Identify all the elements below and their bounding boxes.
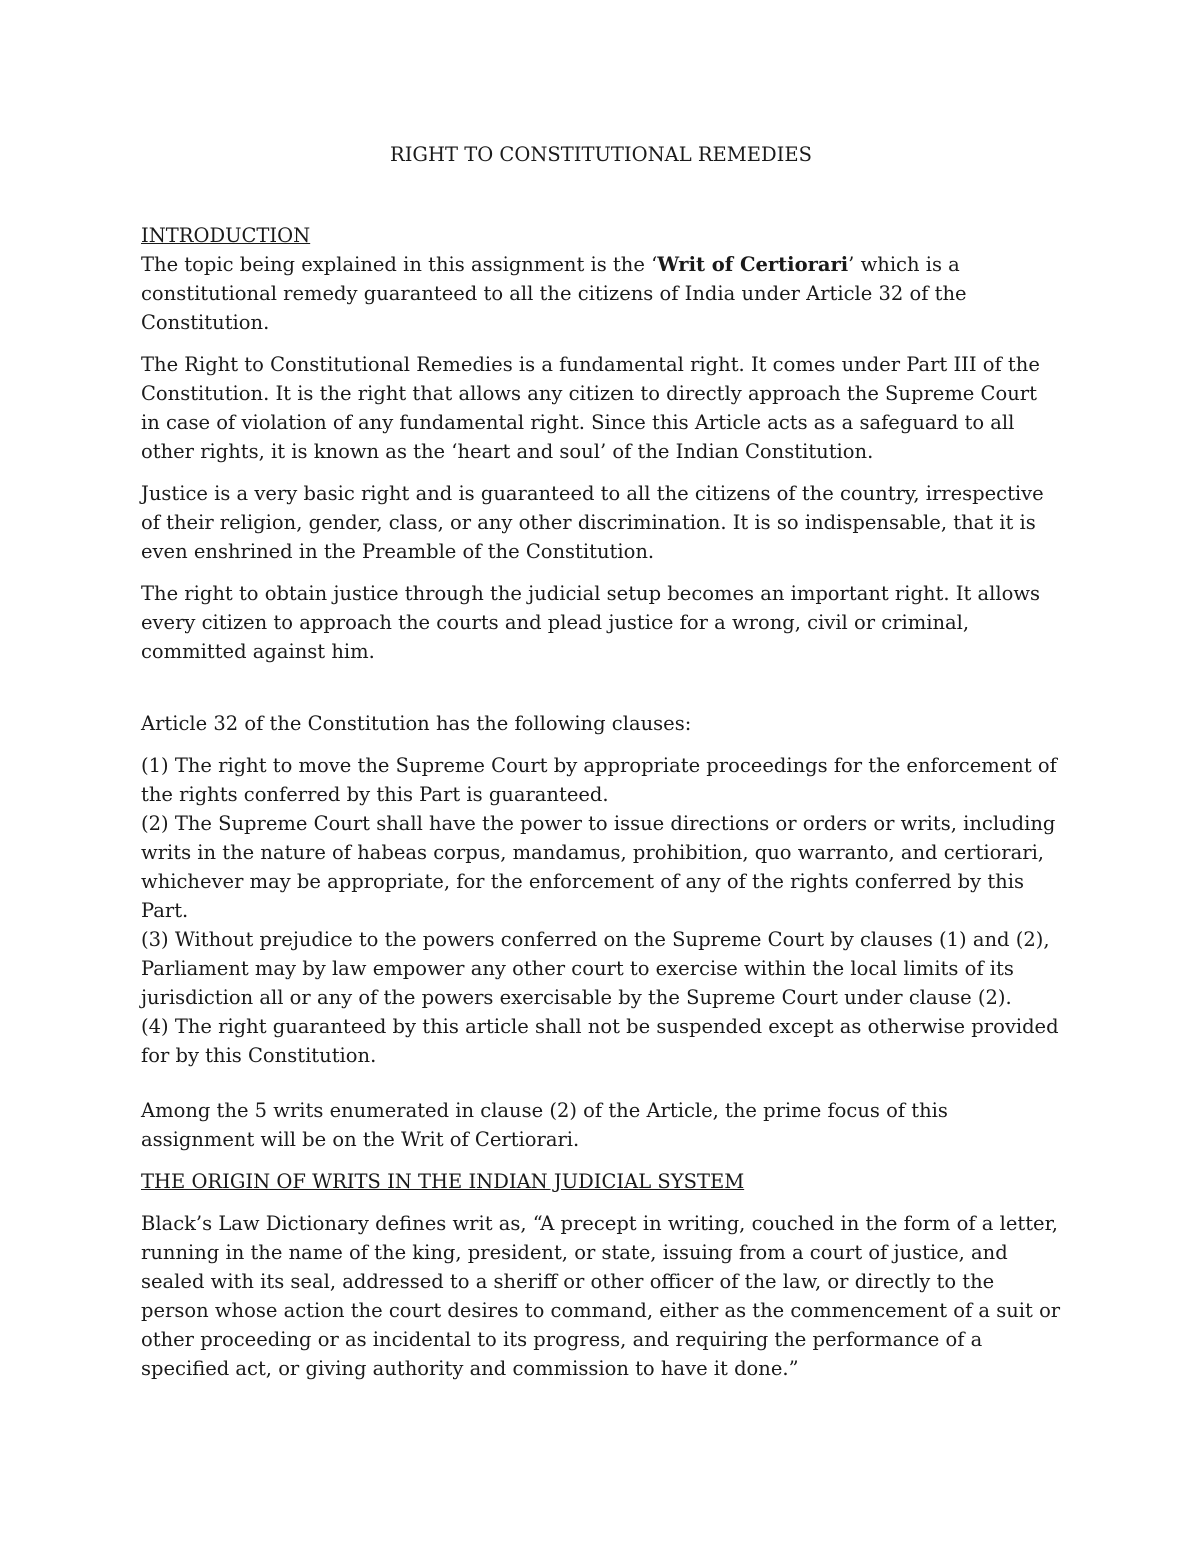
article-32-clauses: [141, 751, 1061, 1070]
paragraph-justice: Justice is a very basic right and is guaranteed to all the citizens of the country, irrespective of their religion, gender, class, or any other discrimination. It is so indispensable, that it is even enshrined in the Preamble of the Constitution.: [141, 482, 1044, 563]
origin-of-writs-heading: THE ORIGIN OF WRITS IN THE INDIAN JUDICIAL SYSTEM: [141, 1170, 745, 1193]
intro-text-after: ’ which is a constitutional remedy guaranteed to all the citizens of India under Article 32 of the Constitution.: [141, 253, 967, 334]
spacer: [141, 679, 1061, 709]
paragraph-five-writs: Among the 5 writs enumerated in clause (2) of the Article, the prime focus of this assignment will be on the Writ of Certiorari.: [141, 1099, 948, 1151]
document-page: [141, 140, 1061, 1396]
paragraph-constitutional-remedies: The Right to Constitutional Remedies is a fundamental right. It comes under Part III of the Constitution. It is the right that allows any citizen to directly approach the Supreme Court in case of violation of any fundamental right. Since this Article acts as a safeguard to all other rights, it is known as the ‘heart and soul’ of the Indian Constitution.: [141, 353, 1040, 463]
clause-2: (2) The Supreme Court shall have the power to issue directions or orders or writs, including writs in the nature of habeas corpus, mandamus, prohibition, quo warranto, and certiorari, whichever may be appropriate, for the enforcement of any of the rights conferred by this Part.: [141, 812, 1056, 922]
clause-3: (3) Without prejudice to the powers conferred on the Supreme Court by clauses (1) and (2), Parliament may by law empower any other court to exercise within the local limits of its jurisdiction all or any of the powers exercisable by the Supreme Court under clause (2).: [141, 928, 1050, 1009]
intro-text-before: The topic being explained in this assignment is the ‘: [141, 253, 658, 276]
article-32-intro: Article 32 of the Constitution has the following clauses:: [141, 712, 692, 735]
paragraph-right-to-justice: The right to obtain justice through the judicial setup becomes an important right. It allows every citizen to approach the courts and plead justice for a wrong, civil or criminal, committed against him.: [141, 582, 1041, 663]
clause-1: (1) The right to move the Supreme Court by appropriate proceedings for the enforcement of the rights conferred by this Part is guaranteed.: [141, 754, 1057, 806]
paragraph-writ-definition: Black’s Law Dictionary defines writ as, “A precept in writing, couched in the form of a letter, running in the name of the king, president, or state, issuing from a court of justice, and sealed with its seal, addressed to a sheriff or other officer of the law, or directly to the person whose action the court desires to command, either as the commencement of a suit or other proceeding or as incidental to its progress, and requiring the performance of a specified act, or giving authority and commission to have it done.”: [141, 1212, 1061, 1380]
intro-heading: INTRODUCTION: [141, 224, 311, 247]
writ-of-certiorari-term: Writ of Certiorari: [657, 253, 849, 276]
intro-paragraph: [141, 250, 1061, 337]
clause-4: (4) The right guaranteed by this article shall not be suspended except as otherwise provided for by this Constitution.: [141, 1015, 1059, 1067]
document-title: RIGHT TO CONSTITUTIONAL REMEDIES: [390, 143, 812, 166]
